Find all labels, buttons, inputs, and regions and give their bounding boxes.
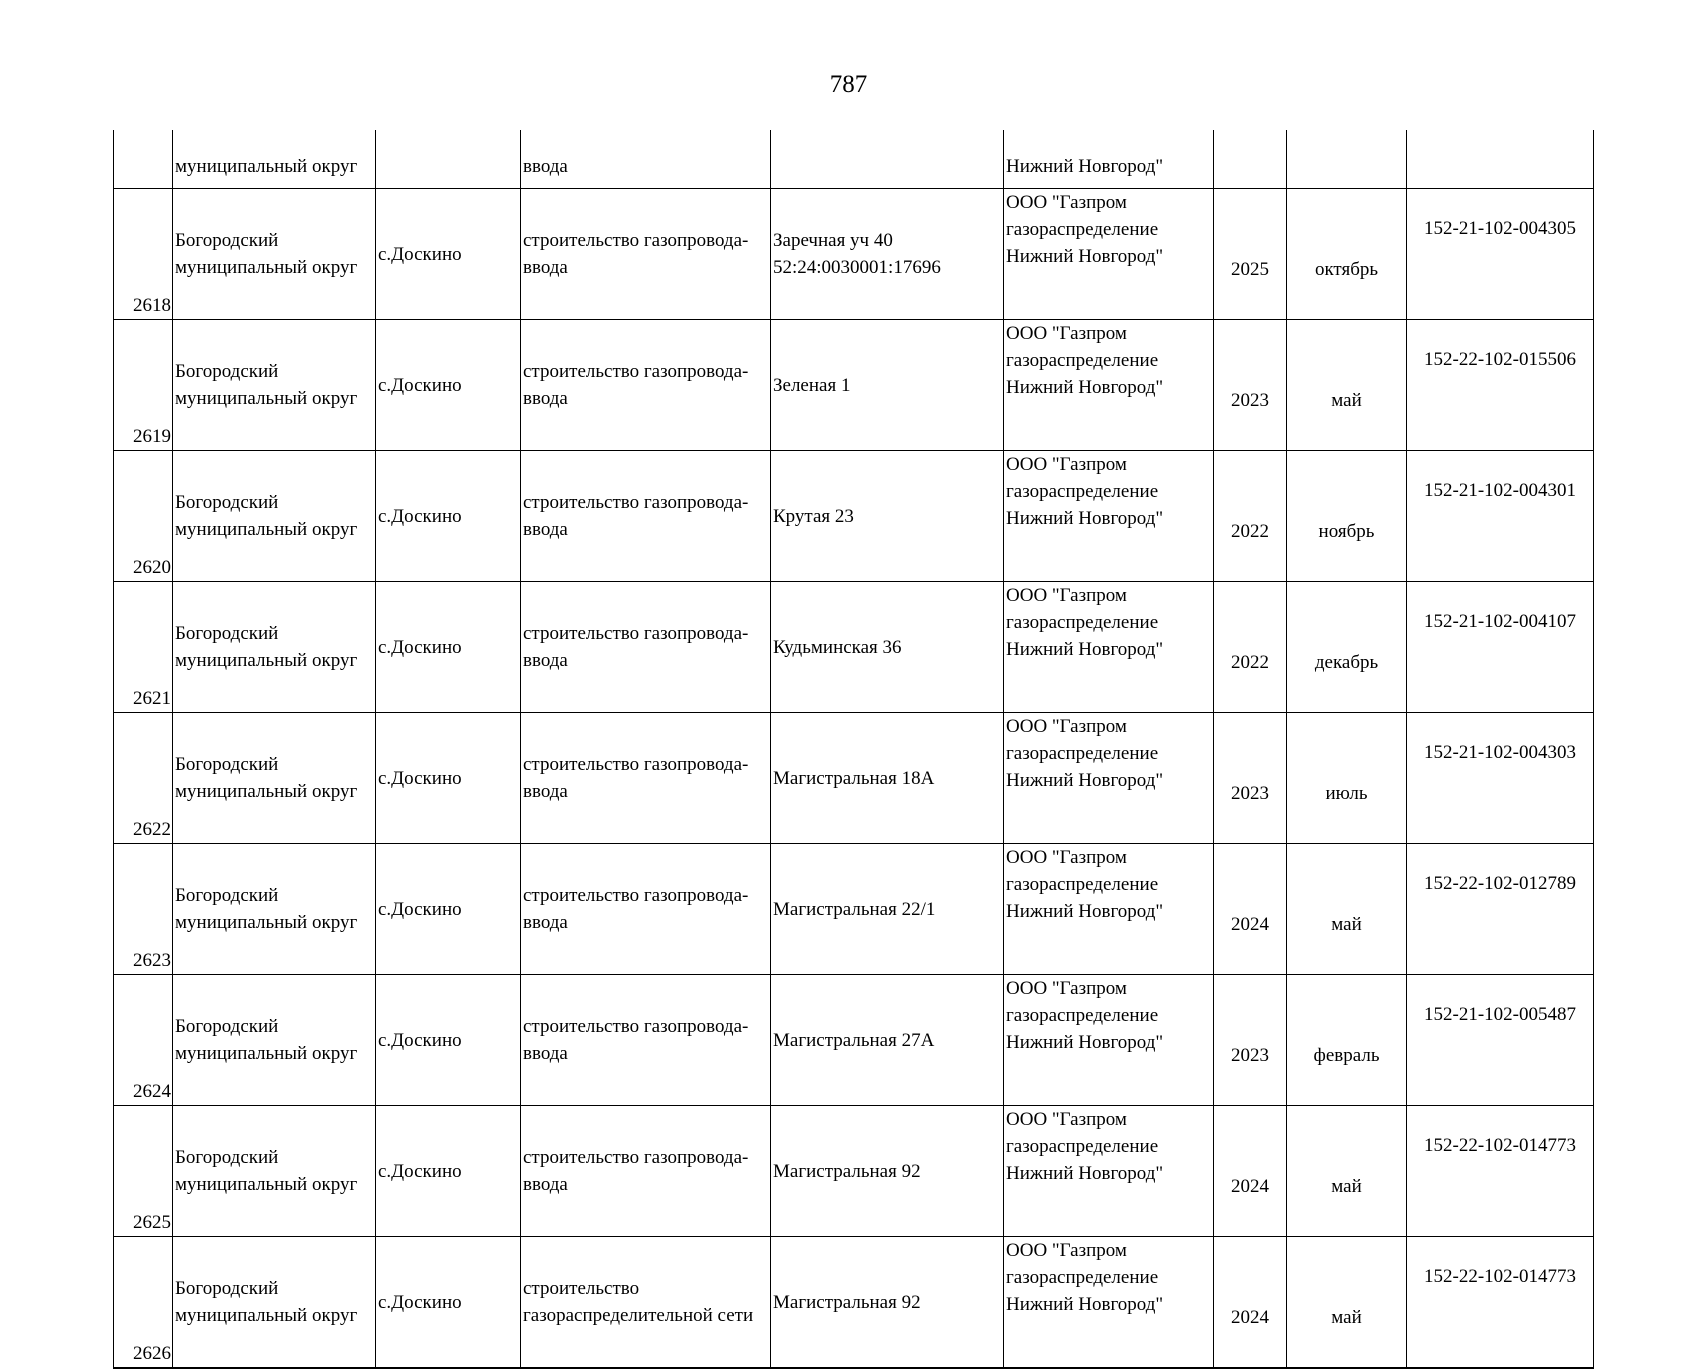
cell-organization-line: ООО "Газпром [1006,192,1127,213]
cell-year: 2024 [1214,1237,1287,1369]
cell-work-line: строительство [523,1278,640,1299]
cell-number [114,130,173,189]
table-row [114,844,1594,975]
cell-work-line: строительство газопровода- [523,623,749,644]
cell-organization-line: Нижний Новгород" [1006,770,1164,791]
cell-year: 2022 [1214,451,1287,582]
cell-area-line: Богородский [175,623,279,644]
table-row [114,713,1594,844]
cell-month: февраль [1287,975,1407,1106]
cell-address-line: Магистральная 22/1 [773,898,936,920]
cell-address-line: Магистральная 27А [773,1029,935,1051]
cell-address [771,320,1004,451]
cell-work [521,189,771,320]
cell-code: 152-21-102-005487 [1407,975,1594,1106]
cell-year: 2024 [1214,844,1287,975]
cell-area-line: Богородский [175,1016,279,1037]
cell-code: 152-22-102-015506 [1407,320,1594,451]
cell-address [771,189,1004,320]
cell-organization-line: ООО "Газпром [1006,454,1127,475]
cell-organization-line: ООО "Газпром [1006,847,1127,868]
gasification-table [113,130,1594,1369]
cell-area: муниципальный округ [173,130,376,189]
cell-address-line: Кудьминская 36 [773,636,902,658]
cell-work-line: газораспределительной сети [523,1305,754,1326]
cell-organization-line: ООО "Газпром [1006,1240,1127,1261]
cell-area-line: муниципальный округ [175,781,358,802]
cell-work [521,1106,771,1237]
table-row [114,320,1594,451]
cell-organization-line: газораспределение [1006,612,1159,633]
cell-organization: Нижний Новгород" [1004,130,1214,189]
cell-organization [1004,320,1214,451]
cell-address-line: Заречная уч 40 [773,230,893,251]
cell-area [173,975,376,1106]
cell-address [771,975,1004,1106]
cell-locality: с.Доскино [376,1106,521,1237]
cell-address [771,1106,1004,1237]
cell-work [521,713,771,844]
cell-address [771,130,1004,189]
cell-work [521,320,771,451]
table-row [114,1237,1594,1369]
table-row [114,451,1594,582]
cell-address [771,451,1004,582]
cell-area-line: муниципальный округ [175,1305,358,1326]
cell-area-line: муниципальный округ [175,1043,358,1064]
cell-year: 2024 [1214,1106,1287,1237]
cell-organization-line: Нижний Новгород" [1006,901,1164,922]
cell-address [771,713,1004,844]
cell-organization [1004,844,1214,975]
cell-area-line: Богородский [175,1278,279,1299]
cell-number: 2619 [114,320,173,451]
cell-work-line: ввода [523,388,568,409]
cell-work-line: ввода [523,519,568,540]
cell-organization-line: газораспределение [1006,481,1159,502]
cell-month: май [1287,1106,1407,1237]
cell-organization-line: Нижний Новгород" [1006,1294,1164,1315]
cell-organization-line: ООО "Газпром [1006,323,1127,344]
table-row [114,975,1594,1106]
cell-area [173,320,376,451]
cell-work: ввода [521,130,771,189]
cell-locality: с.Доскино [376,320,521,451]
cell-address [771,844,1004,975]
cell-work-line: строительство газопровода- [523,492,749,513]
cell-year: 2023 [1214,713,1287,844]
cell-month: ноябрь [1287,451,1407,582]
cell-organization [1004,189,1214,320]
cell-month [1287,130,1407,189]
cell-organization [1004,1237,1214,1369]
cell-organization-line: Нижний Новгород" [1006,1163,1164,1184]
cell-number: 2618 [114,189,173,320]
cell-area-line: Богородский [175,492,279,513]
cell-code: 152-22-102-012789 [1407,844,1594,975]
cell-number: 2623 [114,844,173,975]
cell-month: июль [1287,713,1407,844]
cell-area-line: Богородский [175,754,279,775]
cell-work-line: ввода [523,1043,568,1064]
cell-address-line: Крутая 23 [773,505,854,527]
cell-locality: с.Доскино [376,975,521,1106]
cell-work [521,451,771,582]
cell-organization-line: ООО "Газпром [1006,1109,1127,1130]
cell-organization-line: газораспределение [1006,1005,1159,1026]
cell-number: 2625 [114,1106,173,1237]
cell-work-line: ввода [523,781,568,802]
cell-organization-line: Нижний Новгород" [1006,246,1164,267]
cell-area-line: муниципальный округ [175,388,358,409]
cell-month: май [1287,320,1407,451]
table-row [114,189,1594,320]
cell-work-line: строительство газопровода- [523,230,749,251]
cell-organization [1004,1106,1214,1237]
cell-month: декабрь [1287,582,1407,713]
cell-organization [1004,451,1214,582]
cell-area [173,451,376,582]
cell-area [173,844,376,975]
cell-year: 2022 [1214,582,1287,713]
cell-organization [1004,713,1214,844]
cell-organization-line: Нижний Новгород" [1006,508,1164,529]
cell-organization-line: газораспределение [1006,350,1159,371]
cell-area-line: муниципальный округ [175,519,358,540]
cell-organization-line: газораспределение [1006,1267,1159,1288]
cell-work-line: ввода [523,1174,568,1195]
cell-code: 152-22-102-014773 [1407,1237,1594,1369]
cell-area-line: муниципальный округ [175,912,358,933]
page-number: 787 [829,71,868,98]
cell-organization [1004,582,1214,713]
cell-organization-line: газораспределение [1006,219,1159,240]
cell-code: 152-21-102-004303 [1407,713,1594,844]
cell-work-line: ввода [523,912,568,933]
cell-address-line: Магистральная 92 [773,1160,921,1182]
cell-address-line: Магистральная 92 [773,1291,921,1313]
cell-area-line: Богородский [175,885,279,906]
cell-area-line: муниципальный округ [175,257,358,278]
cell-organization-line: Нижний Новгород" [1006,639,1164,660]
cell-organization-line: Нижний Новгород" [1006,1032,1164,1053]
cell-month: октябрь [1287,189,1407,320]
cell-area [173,189,376,320]
cell-work [521,1237,771,1369]
cell-work-line: строительство газопровода- [523,754,749,775]
cell-area [173,713,376,844]
cell-work-line: строительство газопровода- [523,1147,749,1168]
cell-area-line: Богородский [175,230,279,251]
cell-organization [1004,975,1214,1106]
cell-organization-line: газораспределение [1006,1136,1159,1157]
cell-code: 152-21-102-004107 [1407,582,1594,713]
cell-organization-line: газораспределение [1006,874,1159,895]
cell-address-line: 52:24:0030001:17696 [773,257,941,278]
cell-locality: с.Доскино [376,582,521,713]
cell-area-line: муниципальный округ [175,650,358,671]
cell-work-line: строительство газопровода- [523,1016,749,1037]
cell-locality [376,130,521,189]
cell-organization-line: ООО "Газпром [1006,716,1127,737]
cell-organization-line: Нижний Новгород" [1006,377,1164,398]
cell-number: 2621 [114,582,173,713]
cell-area [173,582,376,713]
cell-locality: с.Доскино [376,844,521,975]
table-row [114,1106,1594,1237]
cell-work-line: ввода [523,257,568,278]
cell-work-line: ввода [523,650,568,671]
cell-year: 2025 [1214,189,1287,320]
cell-organization-line: ООО "Газпром [1006,585,1127,606]
cell-address [771,582,1004,713]
cell-year: 2023 [1214,320,1287,451]
cell-number: 2622 [114,713,173,844]
cell-work [521,582,771,713]
cell-code [1407,130,1594,189]
cell-area [173,1237,376,1369]
cell-organization-line: газораспределение [1006,743,1159,764]
cell-locality: с.Доскино [376,189,521,320]
table-row [114,582,1594,713]
cell-address-line: Зеленая 1 [773,374,851,396]
cell-number: 2626 [114,1237,173,1369]
cell-locality: с.Доскино [376,1237,521,1369]
cell-month: май [1287,844,1407,975]
cell-year [1214,130,1287,189]
continued-row [114,130,1594,189]
cell-area-line: муниципальный округ [175,1174,358,1195]
cell-number: 2624 [114,975,173,1106]
cell-area-line: Богородский [175,1147,279,1168]
cell-organization-line: ООО "Газпром [1006,978,1127,999]
cell-year: 2023 [1214,975,1287,1106]
cell-area-line: Богородский [175,361,279,382]
cell-code: 152-22-102-014773 [1407,1106,1594,1237]
cell-work [521,975,771,1106]
cell-work-line: строительство газопровода- [523,361,749,382]
cell-locality: с.Доскино [376,451,521,582]
cell-area [173,1106,376,1237]
cell-work-line: строительство газопровода- [523,885,749,906]
cell-address [771,1237,1004,1369]
cell-code: 152-21-102-004301 [1407,451,1594,582]
cell-month: май [1287,1237,1407,1369]
cell-address-line: Магистральная 18А [773,767,935,789]
cell-code: 152-21-102-004305 [1407,189,1594,320]
cell-work [521,844,771,975]
cell-number: 2620 [114,451,173,582]
cell-locality: с.Доскино [376,713,521,844]
